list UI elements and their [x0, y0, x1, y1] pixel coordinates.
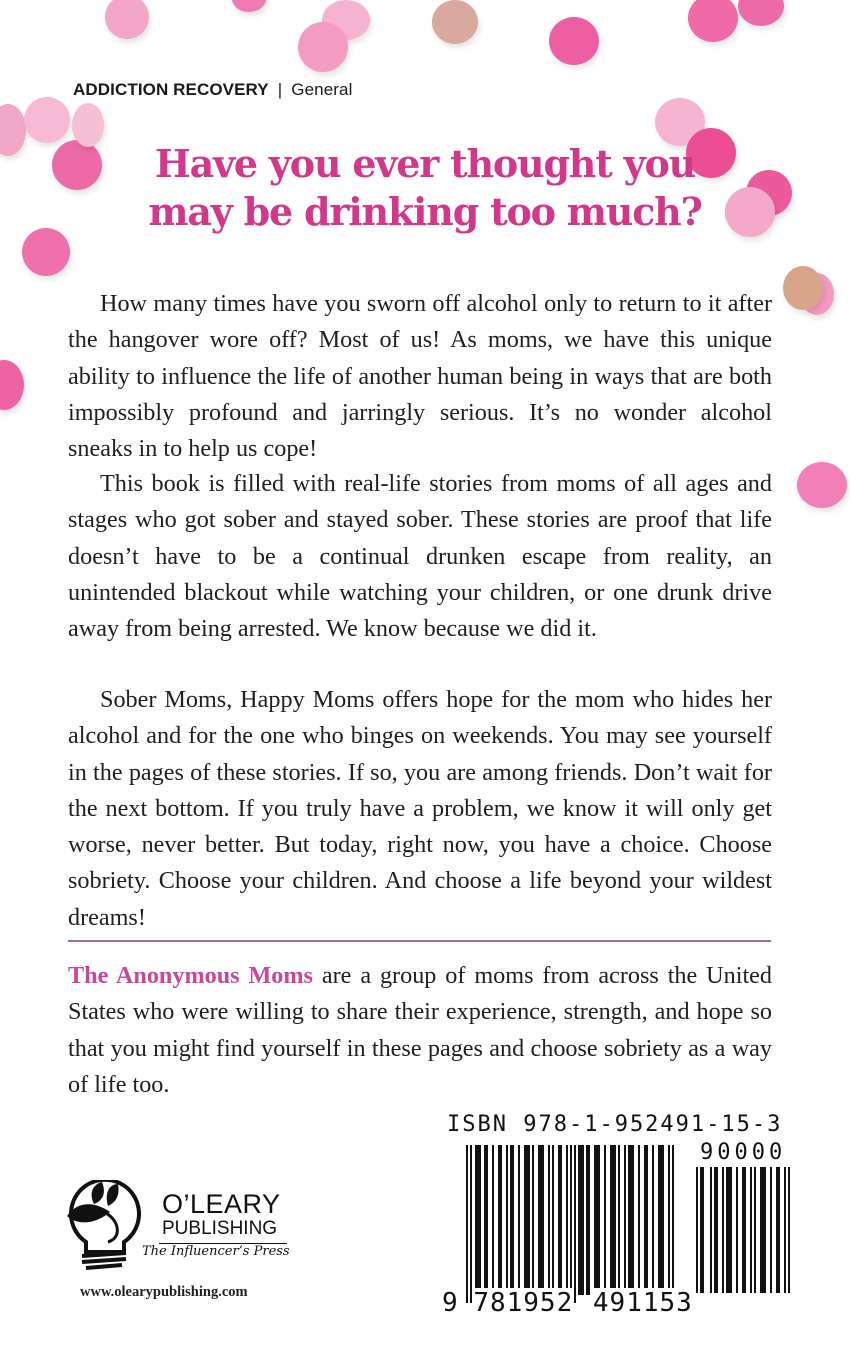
section-divider — [68, 940, 771, 942]
category-label — [73, 80, 352, 100]
barcode-group-2: 491153 — [592, 1288, 693, 1318]
barcode-group-1: 781952 — [473, 1288, 574, 1318]
barcode-bars-icon — [466, 1145, 678, 1303]
author-bio — [68, 958, 772, 1103]
barcode-lead-digit: 9 — [442, 1288, 458, 1318]
description-paragraph-1: How many times have you sworn off alcohol only to return to it after the hangover wore off? Most of us! As moms, we have this unique ability to influence the life of another human being in ways that are both impossibly profound and jarringly serious. It’s no wonder alcohol sneaks in to help us cope! — [68, 290, 772, 463]
category-sub: General — [291, 80, 353, 99]
publisher-name: O’LEARY — [162, 1189, 281, 1219]
description-paragraph-2: This book is filled with real-life stories from moms of all ages and stages who got sober and stayed sober. These stories are proof that life doesn’t have to be a continual drunken escape from reality, an unintended blackout while watching your children, or one drunk drive away from being arrested. We know because we did it. — [68, 470, 772, 643]
author-name: The Anonymous Moms — [68, 962, 313, 989]
addon-barcode-bars-icon — [696, 1167, 790, 1293]
publisher-logo — [64, 1180, 294, 1270]
price-code: 90000 — [700, 1140, 787, 1165]
isbn-label: ISBN 978-1-952491-15-3 — [447, 1112, 783, 1137]
headline — [0, 140, 850, 236]
publisher-tagline: The Influencer’s Press — [142, 1244, 290, 1259]
barcode-digits — [442, 1288, 693, 1318]
headline-line-2: may be drinking too much? — [148, 189, 702, 234]
description-paragraph-3: Sober Moms, Happy Moms offers hope for the mom who hides her alcohol and for the one who binges on weekends. You may see yourself in the pages of these stories. If so, you are among friends. Don’t wait for the next bottom. If you truly have a problem, we know it will only get worse, never better. But today, right now, you have a choice. Choose sobriety. Choose your children. And choose a life beyond your wildest dreams! — [68, 686, 772, 931]
headline-line-1: Have you ever thought you — [154, 141, 696, 186]
category-main: ADDICTION RECOVERY — [73, 80, 269, 99]
publisher-website[interactable]: www.olearypublishing.com — [80, 1284, 248, 1300]
publisher-sub: PUBLISHING — [162, 1218, 278, 1239]
author-bio-text: are a group of moms from across the United States who were willing to share their experience, strength, and hope so that you might find yourself in these pages and choose sobriety as a way of life too. — [68, 962, 772, 1098]
category-separator: | — [277, 80, 283, 99]
isbn-barcode — [430, 1110, 790, 1325]
